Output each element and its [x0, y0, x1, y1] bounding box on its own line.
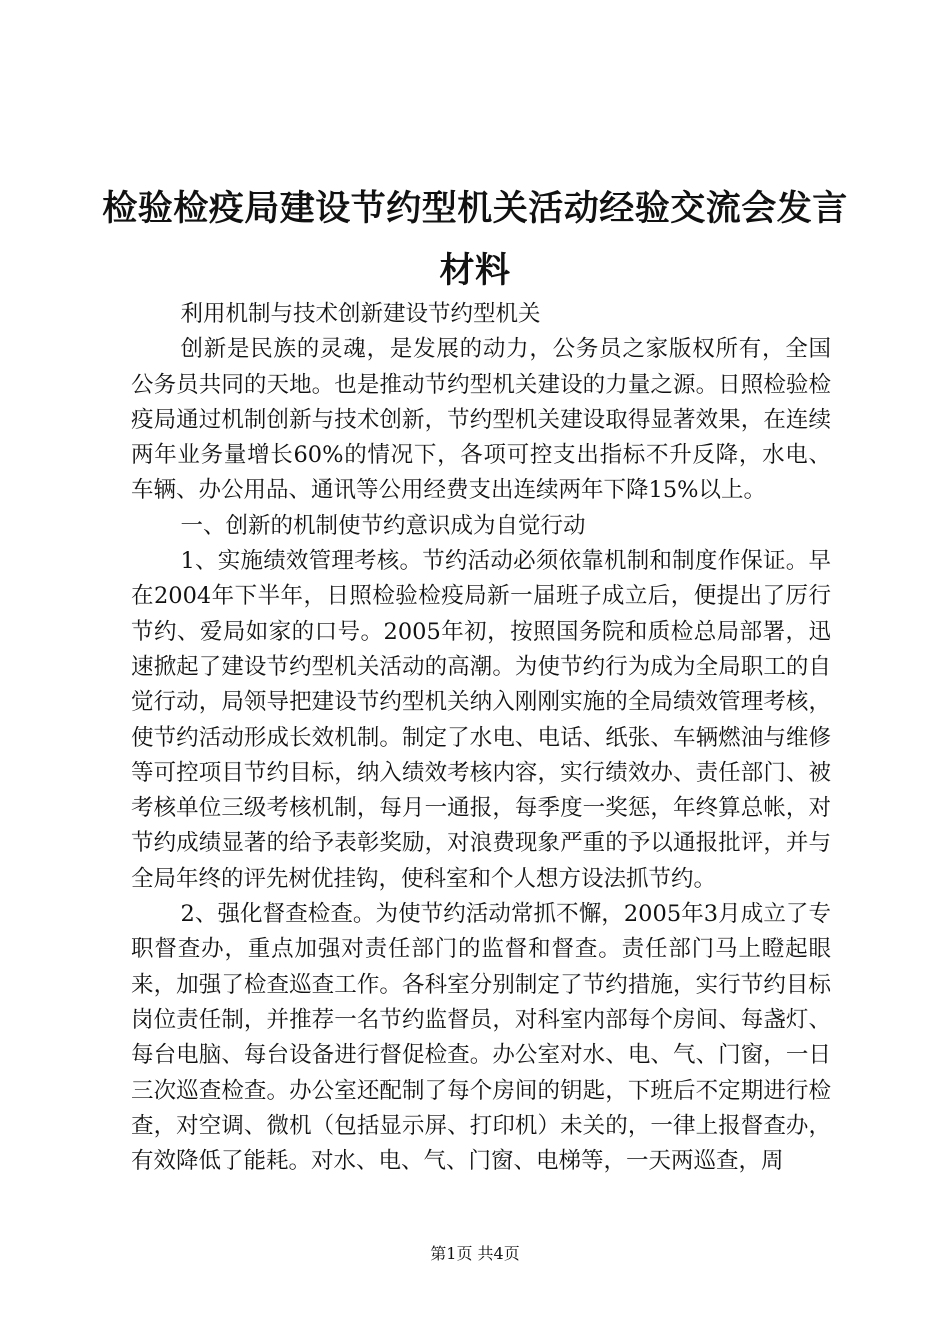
body-paragraph: 1、实施绩效管理考核。节约活动必须依靠机制和制度作保证。早在2004年下半年，日照检验检疫局新一届班子成立后，便提出了厉行节约、爱局如家的口号。2005年初，按照国务院和质检总局部署，迅速掀起了建设节约型机关活动的高潮。为使节约行为成为全局职工的自觉行动，局领导把建设节约型机关纳入刚刚实施的全局绩效管理考核，使节约活动形成长效机制。制定了水电、电话、纸张、车辆燃油与维修等可控项目节约目标，纳入绩效考核内容，实行绩效办、责任部门、被考核单位三级考核机制，每月一通报，每季度一奖惩，年终算总帐，对节约成绩显著的给予表彰奖励，对浪费现象严重的予以通报批评，并与全局年终的评先树优挂钩，使科室和个人想方设法抓节约。: [131, 548, 831, 892]
page-footer: 第1页 共4页: [430, 1244, 520, 1263]
body-paragraph: 2、强化督查检查。为使节约活动常抓不懈，2005年3月成立了专职督查办，重点加强对责任部门的监督和督查。责任部门马上瞪起眼来，加强了检查巡查工作。各科室分别制定了节约措施，实行节约目标岗位责任制，并推荐一名节约监督员，对科室内部每个房间、每盏灯、每台电脑、每台设备进行督促检查。办公室对水、电、气、门窗，一日三次巡查检查。办公室还配制了每个房间的钥匙，下班后不定期进行检查，对空调、微机（包括显示屏、打印机）未关的，一律上报督查办，有效降低了能耗。对水、电、气、门窗、电梯等，一天两巡查，周: [131, 901, 831, 1175]
document-body: [131, 297, 831, 1179]
section-heading: 一、创新的机制使节约意识成为自觉行动: [180, 512, 586, 539]
intro-paragraph: 创新是民族的灵魂，是发展的动力，公务员之家版权所有，全国公务员共同的天地。也是推动节约型机关建设的力量之源。日照检验检疫局通过机制创新与技术创新，节约型机关建设取得显著效果，在连续两年业务量增长60%的情况下，各项可控支出指标不升反降，水电、车辆、办公用品、通讯等公用经费支出连续两年下降15%以上。: [131, 336, 831, 504]
document-title: 检验检疫局建设节约型机关活动经验交流会发言材料: [102, 189, 848, 291]
subtitle-paragraph: 利用机制与技术创新建设节约型机关: [180, 301, 541, 327]
